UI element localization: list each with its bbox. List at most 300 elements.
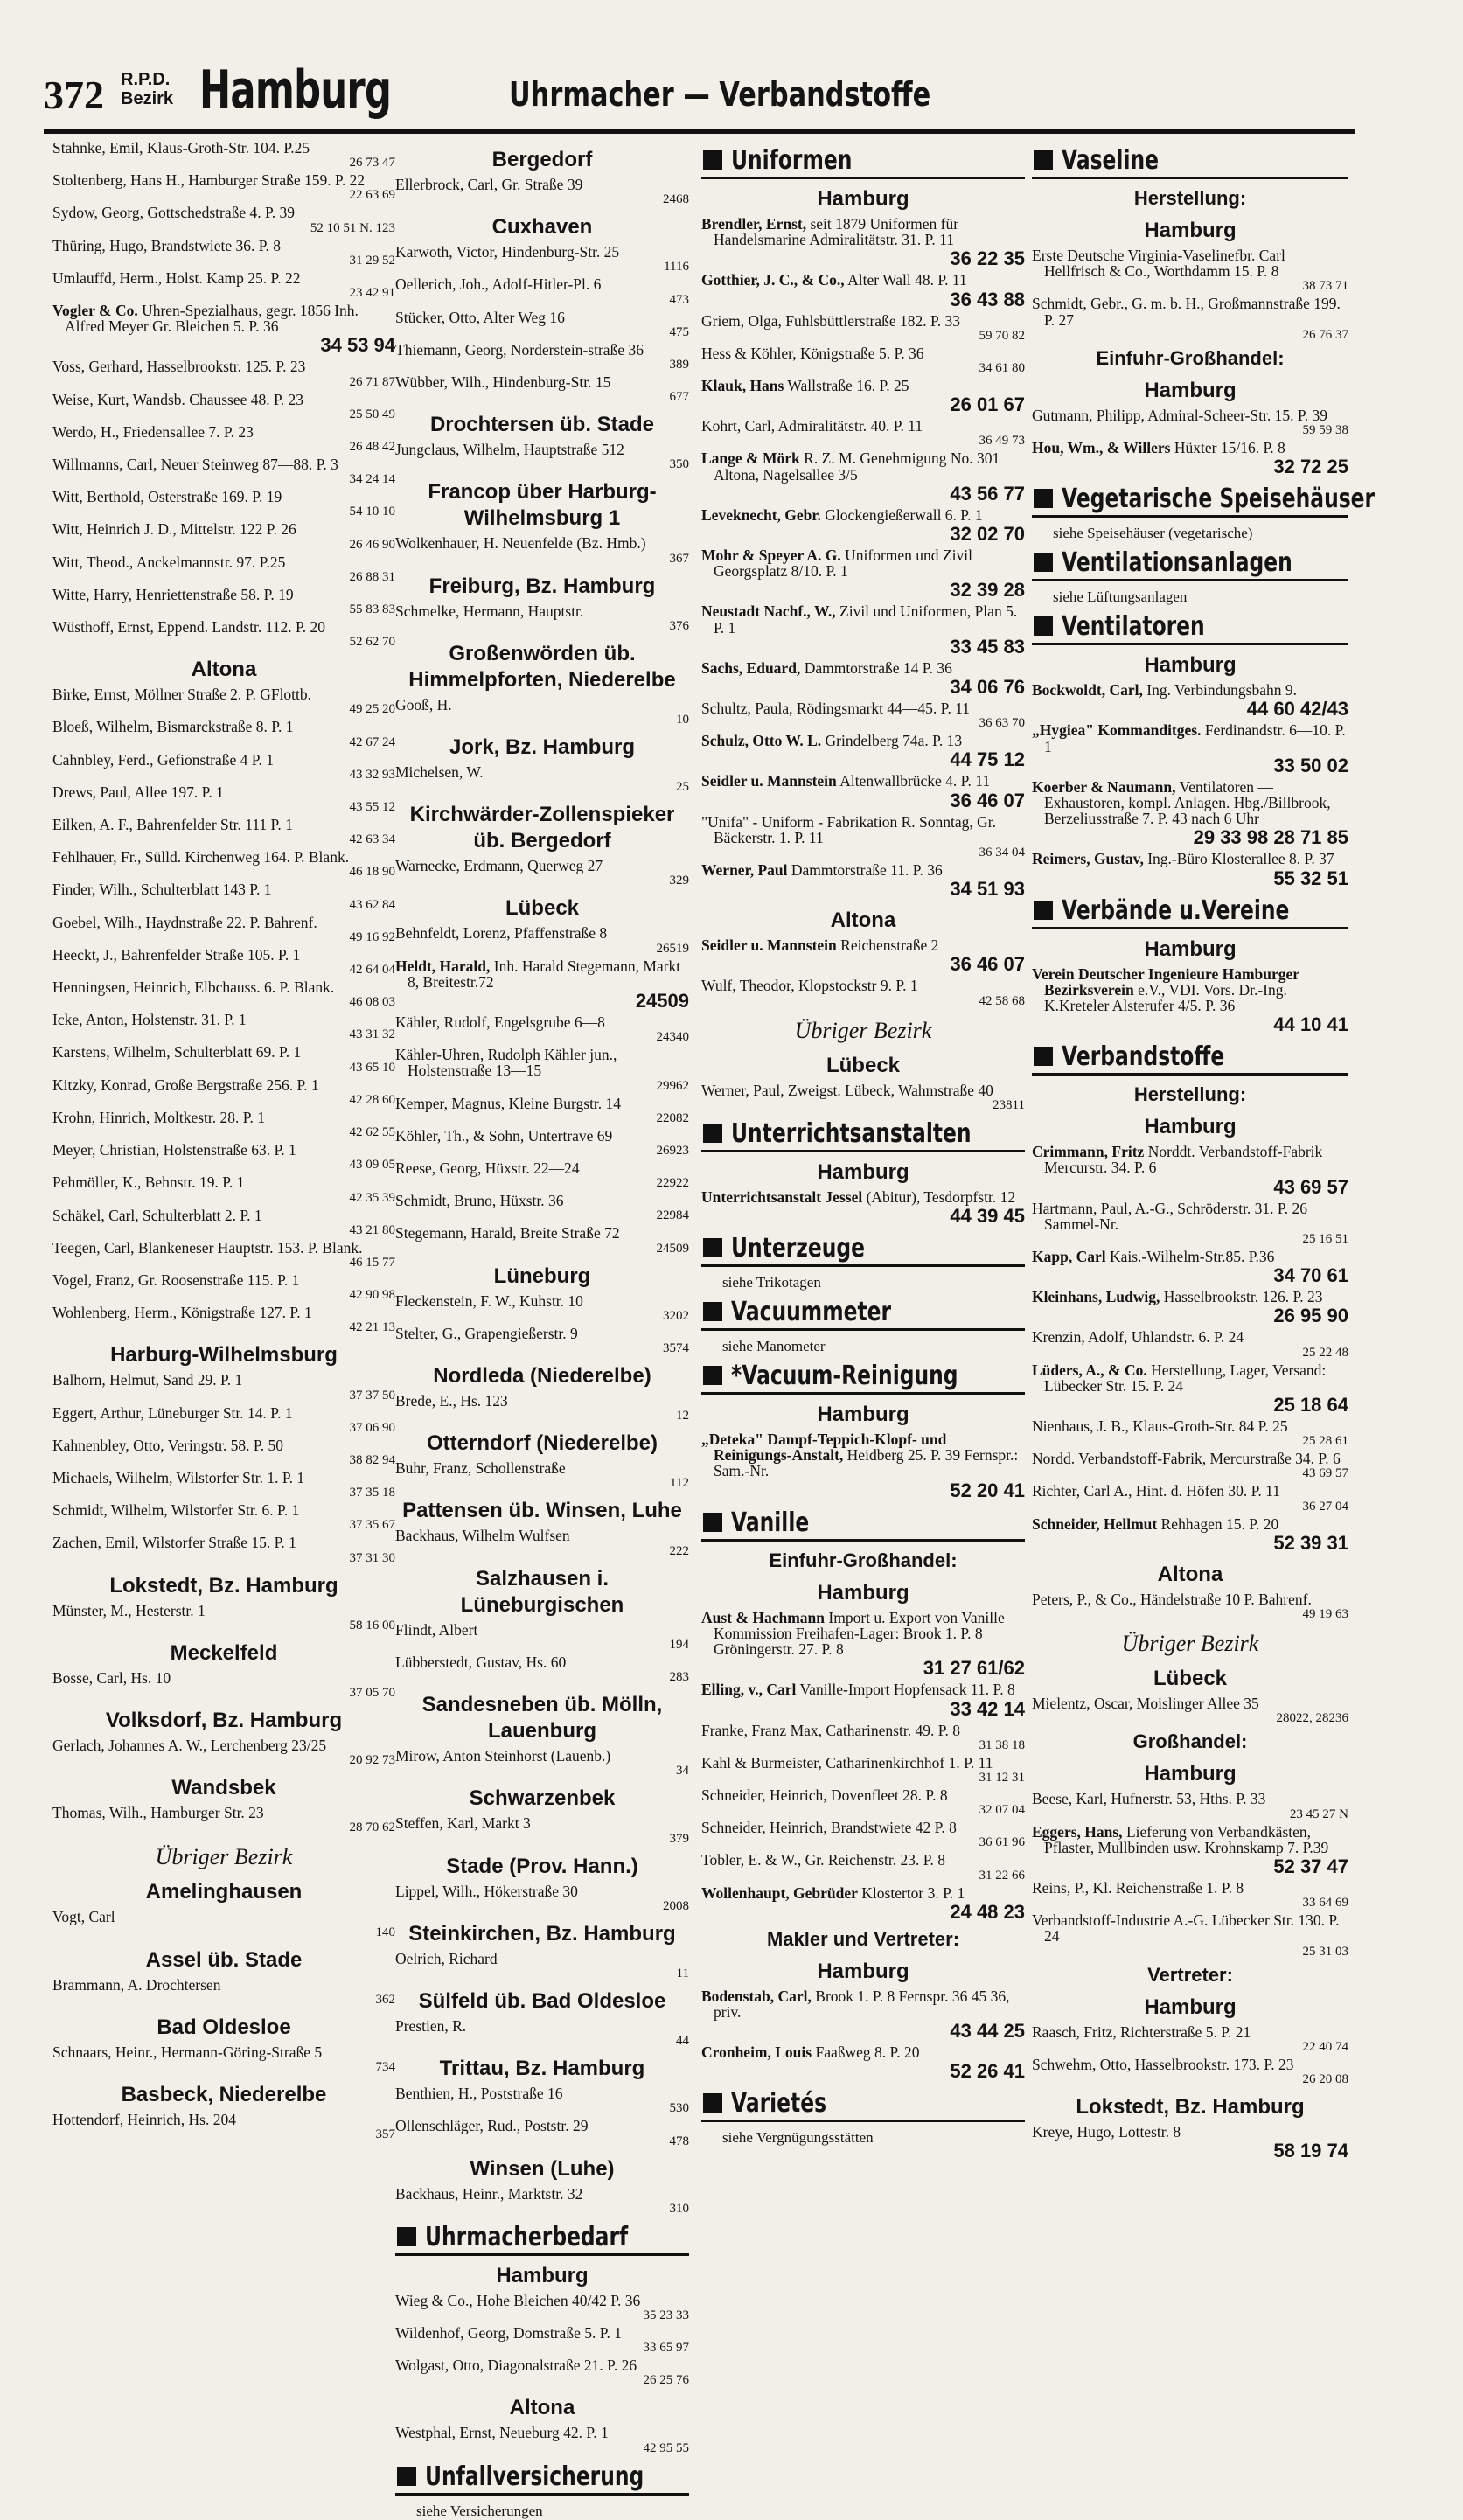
entry-phone: 34 70 61 <box>1273 1264 1348 1287</box>
directory-entry <box>701 700 1025 731</box>
entry-phone: 222 <box>669 1543 689 1558</box>
entry-text: Kahl & Burmeister, Catharinenkirchhof 1. P. 11 <box>701 1753 993 1772</box>
directory-entry <box>395 958 689 1013</box>
entry-phone: 46 08 03 <box>349 995 395 1010</box>
entry-text: Wüsthoff, Ernst, Eppend. Landstr. 112. P. 20 <box>52 618 326 637</box>
entry-text: "Unifa" - Uniform - Fabrikation R. Sonntag, Gr. Bäckerstr. 1. P. 11 <box>701 812 997 846</box>
directory-entry <box>395 1047 689 1093</box>
entry-phone: 52 10 51 N. 123 <box>310 220 395 235</box>
directory-entry <box>701 773 1025 811</box>
square-bullet-icon <box>703 1513 722 1532</box>
column-4 <box>1032 140 1376 2162</box>
entry-text: Import u. Export von Vanille Kommission Freihafen-Lager: Brook 1. P. 8 Gröningerstr. 27. P. 8 <box>714 1608 1005 1659</box>
entry-name: Heldt, Harald, <box>395 957 491 975</box>
place-heading: Sülfeld üb. Bad Oldesloe <box>418 1988 666 2013</box>
entry-phone: 29 33 98 28 71 85 <box>1193 826 1348 849</box>
entry-text: Dammtorstraße 14 P. 36 <box>804 658 952 677</box>
place-heading: Cuxhaven <box>491 215 593 240</box>
entry-text: Thüring, Hugo, Brandstwiete 36. P. 8 <box>52 236 282 254</box>
directory-entry <box>52 1077 395 1108</box>
entry-text: Mirow, Anton Steinhorst (Lauenb.) <box>395 1747 611 1765</box>
entry-text: Willmanns, Carl, Neuer Steinweg 87—88. P. 3 <box>52 456 338 474</box>
directory-entry <box>395 2186 689 2217</box>
entry-text: Raasch, Fritz, Richterstraße 5. P. 21 <box>1032 2022 1251 2041</box>
directory-entry <box>1032 1880 1348 1911</box>
entry-text: Hottendorf, Heinrich, Hs. 204 <box>52 2110 236 2128</box>
entry-phone: 26 73 47 <box>349 156 395 171</box>
category-title: Unterzeuge <box>731 1233 866 1264</box>
place-heading: Hamburg <box>1144 1115 1237 1139</box>
place-heading: Bergedorf <box>491 148 593 171</box>
square-bullet-icon <box>1034 901 1053 920</box>
entry-phone: 36 49 73 <box>979 434 1025 449</box>
place-heading: Hamburg <box>817 1159 909 1184</box>
entry-phone: 32 39 28 <box>950 579 1025 602</box>
place-heading: Pattensen üb. Winsen, Luhe <box>402 1499 682 1523</box>
entry-phone: 42 95 55 <box>643 2440 689 2455</box>
entry-name: Brendler, Ernst, <box>701 215 807 233</box>
directory-entry <box>1032 1201 1348 1247</box>
entry-name: Reimers, Gustav, <box>1032 850 1144 868</box>
entry-phone: 26 25 76 <box>643 2373 689 2388</box>
entry-phone: 2008 <box>663 1898 689 1913</box>
entry-text: Witt, Berthold, Osterstraße 169. P. 19 <box>52 488 282 506</box>
cross-reference: siehe Vergnügungsstätten <box>722 2129 874 2147</box>
entry-phone: 31 29 52 <box>349 253 395 268</box>
entry-text: Nordd. Verbandstoff-Fabrik, Mercurstraße 34. P. 6 <box>1032 1450 1341 1468</box>
entry-name: „Hygiea" Kommanditges. <box>1032 721 1202 740</box>
entry-text: Kemper, Magnus, Kleine Burgstr. 14 <box>395 1094 622 1112</box>
directory-entry <box>701 272 1025 310</box>
directory-entry <box>701 814 1025 860</box>
directory-entry <box>701 1610 1025 1681</box>
directory-entry <box>52 1603 395 1633</box>
entry-text: Faaßweg 8. P. 20 <box>815 2043 920 2062</box>
entry-phone: 25 50 49 <box>349 407 395 421</box>
entry-phone: 34 06 76 <box>950 676 1025 699</box>
entry-text: Köhler, Th., & Sohn, Untertrave 69 <box>395 1126 613 1145</box>
directory-entry <box>52 686 395 717</box>
directory-entry <box>395 1193 689 1223</box>
directory-entry <box>701 345 1025 376</box>
entry-phone: 43 69 57 <box>1302 1466 1348 1481</box>
entry-text: Schmidt, Wilhelm, Wilstorfer Str. 6. P. 1 <box>52 1501 300 1520</box>
entry-phone: 26 48 42 <box>349 440 395 455</box>
entry-phone: 25 22 48 <box>1302 1345 1348 1360</box>
place-heading: Hamburg <box>817 187 909 211</box>
entry-text: Schultz, Paula, Rödingsmarkt 44—45. P. 11 <box>701 700 971 718</box>
entry-text: Heeckt, J., Bahrenfelder Straße 105. P. 1 <box>52 945 301 964</box>
directory-entry <box>1032 966 1348 1037</box>
directory-entry <box>52 1110 395 1140</box>
district-heading: Übriger Bezirk <box>794 1017 932 1043</box>
directory-entry <box>1032 1144 1348 1198</box>
entry-name: Schulz, Otto W. L. <box>701 732 822 750</box>
directory-entry <box>52 881 395 912</box>
entry-text: Gutmann, Philipp, Admiral-Scheer-Str. 15. P. 39 <box>1032 406 1327 424</box>
column-1 <box>52 140 395 2142</box>
entry-text: Benthien, H., Poststraße 16 <box>395 2085 563 2103</box>
place-heading: Kirchwärder-Zollenspieker üb. Bergedorf <box>409 803 675 853</box>
directory-entry <box>395 1096 689 1126</box>
region-label <box>121 70 173 108</box>
entry-text: Inh. Harald Stegemann, Markt 8, Breitestr.72 <box>408 957 681 991</box>
place-heading: Hamburg <box>1144 653 1237 678</box>
entry-phone: 37 31 30 <box>349 1550 395 1565</box>
directory-entry <box>1032 682 1348 720</box>
category-heading <box>701 1507 1025 1542</box>
directory-entry <box>52 2112 395 2142</box>
entry-text: Schäkel, Carl, Schulterblatt 2. P. 1 <box>52 1206 262 1224</box>
entry-phone: 52 26 41 <box>950 2060 1025 2083</box>
entry-text: R. Z. M. Genehmigung No. 301 Altona, Nagelsallee 3/5 <box>714 449 1000 484</box>
directory-entry <box>52 521 395 552</box>
entry-phone: 22 40 74 <box>1302 2039 1348 2054</box>
place-heading: Hamburg <box>496 2263 589 2287</box>
category-heading <box>701 1361 1025 1395</box>
entry-name: Unterrichtsanstalt Jessel <box>701 1187 863 1206</box>
entry-text: Brede, E., Hs. 123 <box>395 1392 508 1410</box>
place-heading: Altona <box>830 908 896 933</box>
entry-phone: 42 58 68 <box>979 993 1025 1008</box>
entry-phone: 52 62 70 <box>349 635 395 650</box>
entry-text: Zivil und Uniformen, Plan 5. P. 1 <box>714 602 1018 637</box>
directory-entry <box>395 276 689 307</box>
entry-phone: 32 72 25 <box>1273 456 1348 478</box>
entry-phone: 22984 <box>656 1208 689 1223</box>
directory-entry <box>395 244 689 275</box>
entry-phone: 10 <box>676 713 689 727</box>
entry-text: Rehhagen 15. P. 20 <box>1160 1514 1279 1533</box>
square-bullet-icon <box>397 2227 416 2246</box>
directory-entry <box>52 1305 395 1335</box>
entry-name: Hou, Wm., & Willers <box>1032 439 1171 457</box>
entry-name: Leveknecht, Gebr. <box>701 505 821 524</box>
entry-text: Birke, Ernst, Möllner Straße 2. P. GFlottb. <box>52 686 312 704</box>
entry-phone: 28 70 62 <box>349 1820 395 1835</box>
directory-entry <box>395 1014 689 1045</box>
entry-phone: 194 <box>669 1637 689 1652</box>
directory-entry <box>1032 1591 1348 1622</box>
entry-text: Kähler-Uhren, Rudolph Kähler jun., Holstenstraße 13—15 <box>395 1046 617 1080</box>
entry-phone: 36 61 96 <box>979 1835 1025 1850</box>
entry-phone: 33 42 14 <box>950 1697 1025 1720</box>
entry-text: (Abitur), Tesdorpfstr. 12 <box>866 1187 1016 1206</box>
directory-entry <box>52 1737 395 1768</box>
directory-entry <box>1032 247 1348 294</box>
entry-phone: 26 95 90 <box>1273 1305 1348 1327</box>
rpd-label: R.P.D. <box>121 70 171 89</box>
category-title: Unfallversicherung <box>425 2461 644 2492</box>
category-title: Ventilatoren <box>1062 611 1205 643</box>
entry-text: Kohrt, Carl, Admiralitätstr. 40. P. 11 <box>701 417 923 435</box>
square-bullet-icon <box>1034 150 1053 170</box>
entry-text: Stelter, G., Grapengießerstr. 9 <box>395 1324 578 1342</box>
entry-text: Altenwallbrücke 4. P. 11 <box>839 772 991 790</box>
entry-text: Meyer, Christian, Holstenstraße 63. P. 1 <box>52 1141 296 1159</box>
entry-text: Klostertor 3. P. 1 <box>861 1883 965 1902</box>
entry-phone: 42 63 34 <box>349 832 395 847</box>
category-title: Unterrichtsanstalten <box>731 1117 972 1149</box>
directory-entry <box>701 862 1025 901</box>
entry-name: Klauk, Hans <box>701 377 784 395</box>
entry-text: Wulf, Theodor, Klopstockstr 9. P. 1 <box>701 977 918 995</box>
entry-phone: 58 19 74 <box>1273 2140 1348 2162</box>
entry-text: Icke, Anton, Holstenstr. 31. P. 1 <box>52 1011 247 1029</box>
category-title: Uniformen <box>731 145 853 176</box>
entry-text: Backhaus, Wilhelm Wulfsen <box>395 1527 570 1545</box>
entry-phone: 49 25 20 <box>349 702 395 717</box>
category-heading <box>1032 145 1348 179</box>
directory-entry <box>395 1815 689 1846</box>
place-heading: Meckelfeld <box>170 1640 278 1665</box>
entry-text: Wolkenhauer, H. Neuenfelde (Bz. Hmb.) <box>395 534 646 553</box>
entry-text: Franke, Franz Max, Catharinenstr. 49. P. 8 <box>701 1721 960 1739</box>
square-bullet-icon <box>397 2467 416 2486</box>
directory-entry <box>52 817 395 847</box>
entry-phone: 34 51 93 <box>950 878 1025 901</box>
directory-entry <box>701 1723 1025 1753</box>
directory-entry <box>52 489 395 519</box>
cross-reference: siehe Trikotagen <box>722 1274 821 1291</box>
entry-phone: 31 38 18 <box>979 1737 1025 1752</box>
directory-entry <box>395 2018 689 2049</box>
directory-entry <box>395 2325 689 2356</box>
entry-phone: 33 64 69 <box>1302 1896 1348 1911</box>
entry-text: Stoltenberg, Hans H., Hamburger Straße 159. P. 22 <box>52 171 366 190</box>
entry-phone: 473 <box>669 292 689 307</box>
category-title: Verbände u.Vereine <box>1062 895 1290 926</box>
entry-text: Wildenhof, Georg, Domstraße 5. P. 1 <box>395 2323 623 2342</box>
entry-name: Bodenstab, Carl, <box>701 1987 812 2005</box>
entry-phone: 24509 <box>635 990 689 1013</box>
directory-entry <box>52 140 395 171</box>
city-title: Hamburg <box>199 59 392 121</box>
directory-entry <box>1032 1451 1348 1481</box>
directory-entry <box>395 1128 689 1159</box>
entry-phone: 42 90 98 <box>349 1288 395 1303</box>
entry-phone: 26519 <box>656 941 689 956</box>
directory-entry <box>395 1951 689 1981</box>
place-heading: Lübeck <box>826 1053 901 1077</box>
entry-text: Schwehm, Otto, Hasselbrookstr. 173. P. 23 <box>1032 2055 1294 2073</box>
directory-entry <box>1032 1791 1348 1821</box>
place-heading: Lübeck <box>1153 1667 1228 1691</box>
entry-phone: 140 <box>375 1925 395 1939</box>
directory-entry <box>701 450 1025 505</box>
entry-text: Steffen, Karl, Markt 3 <box>395 1814 531 1833</box>
entry-text: Karwoth, Victor, Hindenburg-Str. 25 <box>395 243 620 261</box>
entry-text: Ing. Verbindungsbahn 9. <box>1146 681 1297 700</box>
entry-text: Schmelke, Hermann, Hauptstr. <box>395 602 584 620</box>
entry-text: Buhr, Franz, Schollenstraße <box>395 1459 566 1478</box>
directory-entry <box>395 310 689 340</box>
entry-text: Ventilatoren — Exhaustoren, kompl. Anlagen. Hbg./Billbrook, Berzeliusstraße 7. P. 43 nach 6 Uhr <box>1044 777 1331 828</box>
entry-text: Kreye, Hugo, Lottestr. 8 <box>1032 2122 1181 2141</box>
entry-phone: 36 34 04 <box>979 846 1025 860</box>
directory-entry <box>395 374 689 405</box>
directory-entry <box>1032 1516 1348 1555</box>
cross-reference: siehe Speisehäuser (vegetarische) <box>1053 525 1253 542</box>
directory-entry <box>52 456 395 487</box>
category-heading <box>395 2222 689 2256</box>
entry-phone: 43 21 80 <box>349 1222 395 1237</box>
entry-phone: 362 <box>375 1992 395 2007</box>
entry-phone: 376 <box>669 618 689 633</box>
directory-entry <box>52 1405 395 1436</box>
entry-phone: 38 73 71 <box>1302 279 1348 294</box>
entry-text: Ellerbrock, Carl, Gr. Straße 39 <box>395 176 583 193</box>
entry-text: Witte, Harry, Henriettenstraße 58. P. 19 <box>52 585 294 603</box>
entry-text: Ing.-Büro Klosterallee 8. P. 37 <box>1147 850 1334 868</box>
directory-entry <box>395 1654 689 1685</box>
entry-phone: 36 46 07 <box>950 789 1025 811</box>
category-title: Varietés <box>731 2088 827 2120</box>
entry-text: Pehmöller, K., Behnstr. 19. P. 1 <box>52 1173 245 1192</box>
place-heading: Freiburg, Bz. Hamburg <box>428 574 656 598</box>
entry-name: Cronheim, Louis <box>701 2043 812 2062</box>
entry-name: „Deteka" Dampf-Teppich-Klopf- und Reinigungs-Anstalt, <box>701 1431 947 1465</box>
entry-text: Stücker, Otto, Alter Weg 16 <box>395 308 565 326</box>
entry-phone: 43 09 05 <box>349 1158 395 1173</box>
entry-text: Weise, Kurt, Wandsb. Chaussee 48. P. 23 <box>52 390 304 408</box>
subcategory-heading: Großhandel: <box>1132 1730 1248 1753</box>
square-bullet-icon <box>703 1302 722 1321</box>
category-heading <box>1032 895 1348 929</box>
directory-entry <box>1032 1249 1348 1287</box>
entry-text: Balhorn, Helmut, Sand 29. P. 1 <box>52 1371 243 1389</box>
directory-entry <box>701 1431 1025 1502</box>
directory-entry <box>52 238 395 268</box>
directory-entry <box>395 535 689 566</box>
entry-text: Kais.-Wilhelm-Str.85. P.36 <box>1109 1248 1275 1266</box>
entry-text: Verbandstoff-Industrie A.-G. Lübecker Str. 130. P. 24 <box>1032 1911 1340 1946</box>
entry-phone: 49 19 63 <box>1302 1607 1348 1622</box>
bezirk-label: Bezirk <box>121 89 174 108</box>
entry-text: Michelsen, W. <box>395 763 484 782</box>
directory-entry <box>395 1883 689 1914</box>
entry-phone: 26 88 31 <box>349 569 395 584</box>
entry-text: Werdo, H., Friedensallee 7. P. 23 <box>52 422 254 441</box>
column-2 <box>395 140 689 2519</box>
entry-phone: 59 59 38 <box>1302 423 1348 438</box>
entry-text: Drews, Paul, Allee 197. P. 1 <box>52 783 224 801</box>
directory-entry <box>395 1528 689 1558</box>
entry-text: Voss, Gerhard, Hasselbrookstr. 125. P. 23 <box>52 358 306 376</box>
directory-entry <box>52 172 395 203</box>
entry-phone: 26 46 90 <box>349 537 395 552</box>
entry-text: Thiemann, Georg, Norderstein-straße 36 <box>395 340 644 359</box>
place-heading: Schwarzenbek <box>469 1786 616 1811</box>
entry-name: Werner, Paul <box>701 861 788 880</box>
entry-phone: 29962 <box>656 1078 689 1093</box>
entry-text: Westphal, Ernst, Neueburg 42. P. 1 <box>395 2424 609 2442</box>
directory-entry <box>395 2357 689 2388</box>
entry-text: Gerlach, Johannes A. W., Lerchenberg 23/25 <box>52 1736 327 1754</box>
place-heading: Amelinghausen <box>145 1880 303 1904</box>
place-heading: Wandsbek <box>171 1776 276 1800</box>
entry-phone: 42 28 60 <box>349 1092 395 1107</box>
entry-text: Mielentz, Oscar, Moislinger Allee 35 <box>1032 1695 1259 1713</box>
running-head: Uhrmacher — Verbandstoffe <box>509 75 931 114</box>
entry-text: Ollenschläger, Rud., Poststr. 29 <box>395 2117 589 2135</box>
directory-entry <box>1032 407 1348 438</box>
entry-name: Seidler u. Mannstein <box>701 772 837 790</box>
entry-name: Eggers, Hans, <box>1032 1822 1123 1841</box>
entry-text: Bosse, Carl, Hs. 10 <box>52 1668 171 1687</box>
directory-entry <box>701 216 1025 270</box>
entry-text: Schmidt, Gebr., G. m. b. H., Großmannstraße 199. P. 27 <box>1032 295 1341 329</box>
entry-phone: 26 76 37 <box>1302 327 1348 342</box>
entry-phone: 43 69 57 <box>1273 1175 1348 1198</box>
page-number: 372 <box>44 73 104 117</box>
directory-entry <box>395 442 689 472</box>
directory-entry <box>52 1372 395 1403</box>
entry-phone: 44 <box>676 2034 689 2049</box>
entry-text: Grindelberg 74a. P. 13 <box>825 732 963 750</box>
entry-phone: 350 <box>669 457 689 472</box>
place-heading: Jork, Bz. Hamburg <box>449 735 636 760</box>
square-bullet-icon <box>703 1124 722 1143</box>
entry-phone: 3574 <box>663 1341 689 1356</box>
entry-text: Reese, Georg, Hüxstr. 22—24 <box>395 1159 580 1178</box>
entry-text: Witt, Heinrich J. D., Mittelstr. 122 P. 26 <box>52 520 296 539</box>
directory-entry <box>52 1240 395 1270</box>
entry-text: Fehlhauer, Fr., Sülld. Kirchenweg 164. P. Blank. <box>52 848 350 867</box>
directory-entry <box>395 2085 689 2116</box>
entry-phone: 42 67 24 <box>349 734 395 749</box>
entry-text: Hasselbrookstr. 126. P. 23 <box>1163 1288 1323 1306</box>
entry-phone: 34 <box>676 1764 689 1779</box>
directory-entry <box>52 1805 395 1835</box>
entry-phone: 43 62 84 <box>349 897 395 912</box>
directory-entry <box>701 2044 1025 2083</box>
directory-entry <box>395 1326 689 1356</box>
entry-name: Wollenhaupt, Gebrüder <box>701 1883 858 1902</box>
entry-text: Stegemann, Harald, Breite Straße 72 <box>395 1224 620 1243</box>
place-heading: Salzhausen i. Lüneburgischen <box>460 1566 624 1617</box>
place-heading: Lokstedt, Bz. Hamburg <box>109 1573 338 1598</box>
entry-text: Wolgast, Otto, Diagonalstraße 21. P. 26 <box>395 2356 637 2375</box>
entry-text: Dammtorstraße 11. P. 36 <box>791 861 943 880</box>
entry-phone: 35 23 33 <box>643 2308 689 2322</box>
directory-entry <box>52 554 395 585</box>
directory-entry <box>1032 2024 1348 2055</box>
entry-name: Sachs, Eduard, <box>701 658 801 677</box>
directory-entry <box>52 205 395 235</box>
directory-entry <box>701 1852 1025 1883</box>
entry-text: Brook 1. P. 8 Fernspr. 36 45 36, priv. <box>714 1987 1010 2021</box>
entry-phone: 329 <box>669 874 689 888</box>
entry-text: Thomas, Wilh., Hamburger Str. 23 <box>52 1804 264 1822</box>
entry-phone: 23 45 27 N <box>1289 1806 1348 1821</box>
entry-text: Herstellung, Lager, Versand: Lübecker Str. 15. P. 24 <box>1044 1361 1327 1395</box>
entry-phone: 3202 <box>663 1308 689 1323</box>
directory-entry <box>1032 2057 1348 2087</box>
entry-name: Kapp, Carl <box>1032 1248 1106 1266</box>
entry-phone: 36 22 35 <box>950 247 1025 270</box>
entry-phone: 55 32 51 <box>1273 867 1348 889</box>
entry-text: Gooß, H. <box>395 695 452 714</box>
category-title: Vegetarische Speisehäuser <box>1062 484 1376 515</box>
entry-text: Fleckenstein, F. W., Kuhstr. 10 <box>395 1291 583 1310</box>
place-heading: Lübeck <box>505 896 580 921</box>
entry-phone: 31 27 61/62 <box>923 1657 1025 1680</box>
directory-entry <box>1032 1329 1348 1360</box>
place-heading: Volksdorf, Bz. Hamburg <box>105 1708 343 1732</box>
entry-text: Griem, Olga, Fuhlsbüttlerstraße 182. P. 33 <box>701 311 961 330</box>
place-heading: Hamburg <box>1144 219 1237 242</box>
